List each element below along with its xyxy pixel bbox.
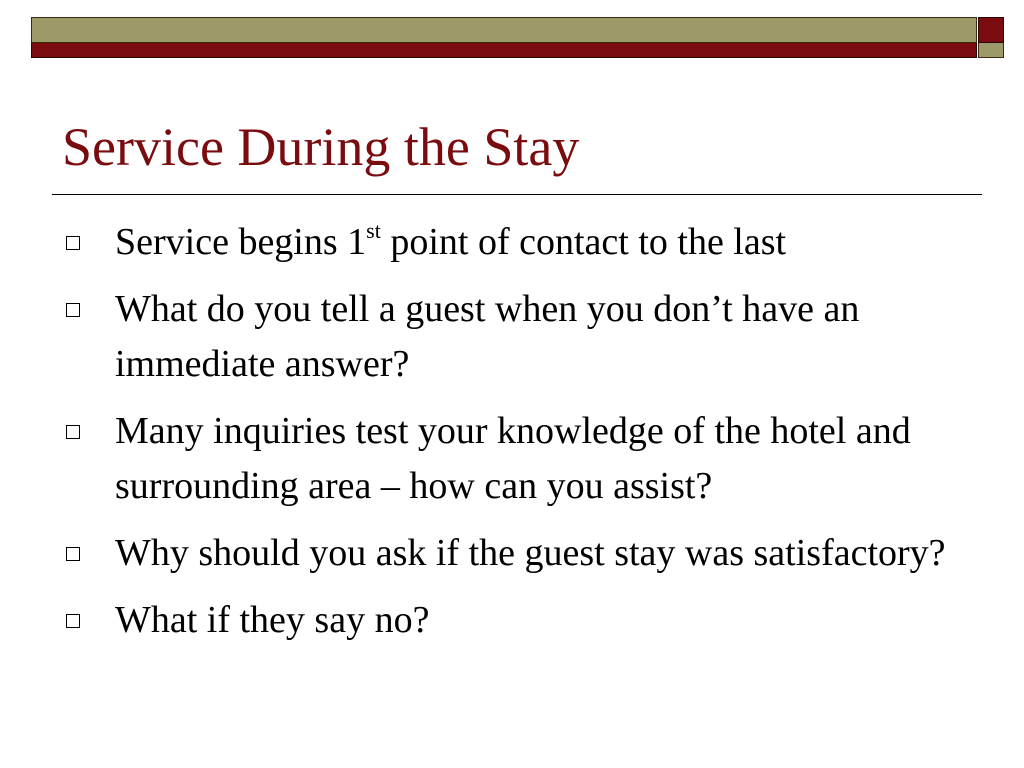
- square-bullet-icon: [66, 425, 80, 439]
- bullet-text: Many inquiries test your knowledge of the hotel and surrounding area – how can you assist?: [115, 410, 911, 507]
- bullet-item: [62, 526, 992, 581]
- header-maroon-bar: [31, 43, 977, 58]
- bullet-text: [115, 218, 787, 263]
- bullet-list: [62, 215, 992, 660]
- bullet-item: [62, 404, 992, 514]
- title-divider: [52, 194, 982, 195]
- header-corner-maroon-square: [978, 17, 1004, 43]
- square-bullet-icon: [66, 614, 80, 628]
- square-bullet-icon: [66, 303, 80, 317]
- square-bullet-icon: [66, 236, 80, 250]
- square-bullet-icon: [66, 547, 80, 561]
- ordinal-superscript: st: [366, 218, 381, 243]
- bullet-text-part: point of contact to the last: [380, 221, 787, 263]
- bullet-text-part: Service begins 1: [115, 221, 367, 263]
- bullet-text: What if they say no?: [115, 599, 430, 641]
- bullet-item: [62, 215, 992, 270]
- header-olive-bar: [31, 17, 977, 43]
- bullet-text: What do you tell a guest when you don’t have an immediate answer?: [115, 288, 860, 385]
- bullet-item: [62, 593, 992, 648]
- header-corner-olive-square: [978, 43, 1004, 58]
- slide-title: Service During the Stay: [62, 117, 580, 177]
- bullet-item: [62, 282, 992, 392]
- bullet-text: Why should you ask if the guest stay was satisfactory?: [115, 532, 946, 574]
